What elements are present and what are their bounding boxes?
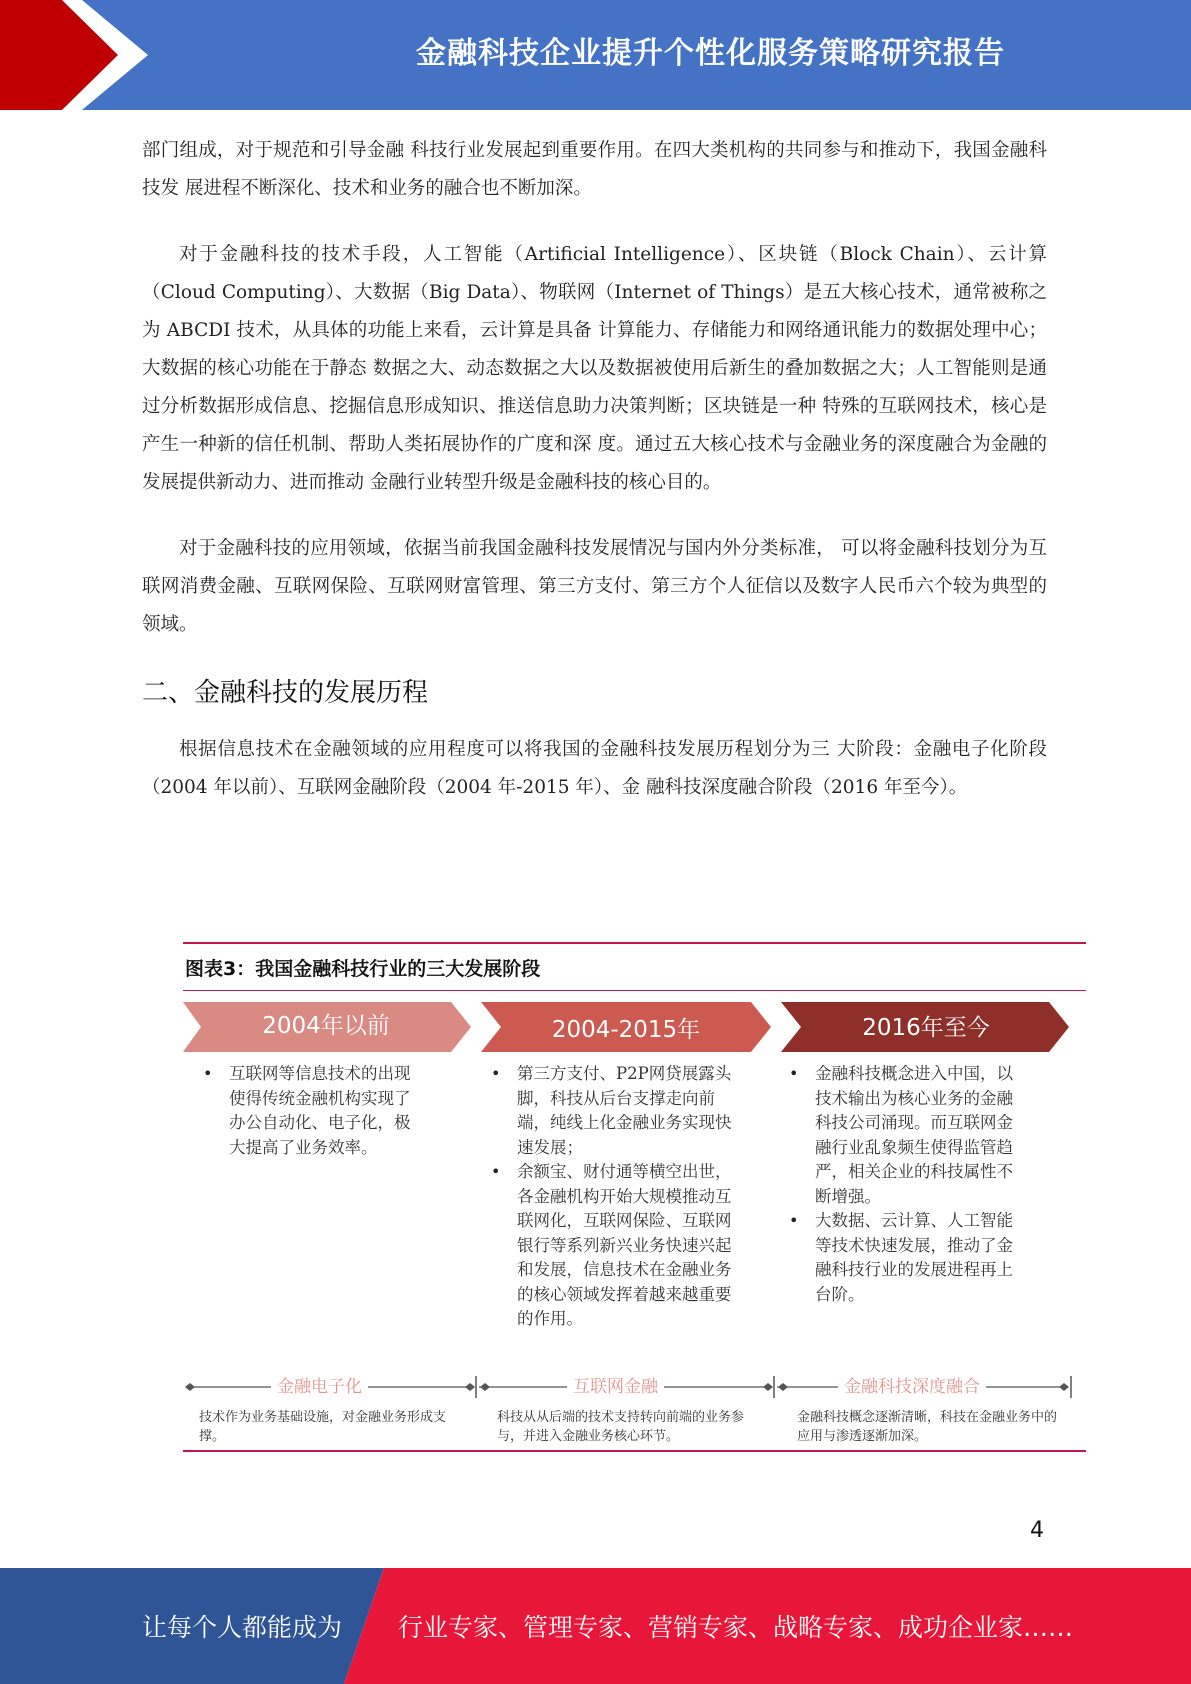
phase-1-bullets xyxy=(211,1062,421,1160)
section-heading: 二、金融科技的发展历程 xyxy=(142,678,429,708)
page-number: 4 xyxy=(1030,1518,1044,1543)
phase-1-bullet-1: • 互联网等信息技术的出现使得传统金融机构实现了办公自动化、电子化，极大提高了业务效率。 xyxy=(229,1062,421,1160)
main-content xyxy=(142,132,1047,835)
page-header xyxy=(0,0,1191,110)
phase-label-1: 2004年以前 xyxy=(262,1013,390,1039)
stage-desc-3: 金融科技概念逐渐清晰，科技在金融业务中的应用与渗透逐渐加深。 xyxy=(797,1410,1058,1444)
phase-2-bullet-1: • 第三方支付、P2P网贷展露头脚，科技从后台支撑走向前端，纯线上化金融业务实现快速发展； xyxy=(517,1062,735,1160)
stage-label-2: 互联网金融 xyxy=(567,1374,664,1400)
paragraph-1: 部门组成，对于规范和引导金融 科技行业发展起到重要作用。在四大类机构的共同参与和推动下，我国金融科技发 展进程不断深化、技术和业务的融合也不断加深。 xyxy=(142,140,1047,199)
report-title: 金融科技企业提升个性化服务策略研究报告 xyxy=(416,36,1005,71)
page-footer xyxy=(0,1568,1191,1684)
figure-title: 图表3：我国金融科技行业的三大发展阶段 xyxy=(185,958,541,980)
paragraph-3: 对于金融科技的应用领域，依据当前我国金融科技发展情况与国内外分类标准， 可以将金融科技划分为互联网消费金融、互联网保险、互联网财富管理、第三方支付、第三方个人征信以及数字人民币六个较为典型的领域。 xyxy=(142,538,1047,635)
phase-3-bullet-2: • 大数据、云计算、人工智能等技术快速发展，推动了金融科技行业的发展进程再上台阶。 xyxy=(815,1209,1023,1307)
phase-2-bullet-2: • 余额宝、财付通等横空出世，各金融机构开始大规模推动互联网化，互联网保险、互联网银行等系列新兴业务快速兴起和发展，信息技术在金融业务的核心领域发挥着越来越重要的作用。 xyxy=(517,1160,735,1332)
section-paragraph: 根据信息技术在金融领域的应用程度可以将我国的金融科技发展历程划分为三 大阶段：金融电子化阶段（2004 年以前）、互联网金融阶段（2004 年-2015 年）、金 融科技深度融合阶段（2016 年至今）。 xyxy=(142,739,1047,798)
footer-slogan-left: 让每个人都能成为 xyxy=(142,1613,343,1642)
stage-desc-1: 技术作为业务基础设施，对金融业务形成支撑。 xyxy=(199,1410,447,1444)
stage-timeline xyxy=(183,1374,1086,1400)
phase-3-bullets xyxy=(797,1062,1023,1307)
header-flag-icon xyxy=(0,0,160,110)
phase-label-2: 2004-2015年 xyxy=(551,1017,701,1043)
paragraph-2: 对于金融科技的技术手段，人工智能（Artificial Intelligence）、区块链（Block Chain）、云计算（Cloud Computing）、大数据（Big Data）、物联网（Internet of Things）是五大核心技术，通常被称之为 ABCDI 技术，从具体的功能上来看，云计算是具备 计算能力、存储能力和网络通讯能力的数据处理中心；大数据的核心功能在于静态 数据之大、动态数据之大以及数据被使用后新生的叠加数据之大；人工智能则是通 过分析数据形成信息、挖掘信息形成知识、推送信息助力决策判断；区块链是一种 特殊的互联网技术，核心是产生一种新的信任机制、帮助人类拓展协作的广度和深 度。通过五大核心技术与金融业务的深度融合为金融的发展提供新动力、进而推动 金融行业转型升级是金融科技的核心目的。 xyxy=(142,244,1047,493)
figure-top-rule xyxy=(183,942,1086,944)
phase-3-bullet-1: • 金融科技概念进入中国，以技术输出为核心业务的金融科技公司涌现。而互联网金融行业乱象频生使得监管趋严，相关企业的科技属性不断增强。 xyxy=(815,1062,1023,1209)
stage-desc-2: 科技从从后端的技术支持转向前端的业务参与，并进入金融业务核心环节。 xyxy=(497,1410,745,1444)
phase-label-3: 2016年至今 xyxy=(862,1015,990,1041)
stage-label-3: 金融科技深度融合 xyxy=(838,1374,986,1400)
figure-title-rule xyxy=(183,990,1086,991)
footer-slogan-right: 行业专家、管理专家、营销专家、战略专家、成功企业家…… xyxy=(398,1613,1074,1642)
stage-label-1: 金融电子化 xyxy=(271,1374,368,1400)
figure-bottom-rule xyxy=(183,1450,1086,1452)
figure-development-stages xyxy=(183,942,1086,1452)
phase-2-bullets xyxy=(499,1062,735,1332)
